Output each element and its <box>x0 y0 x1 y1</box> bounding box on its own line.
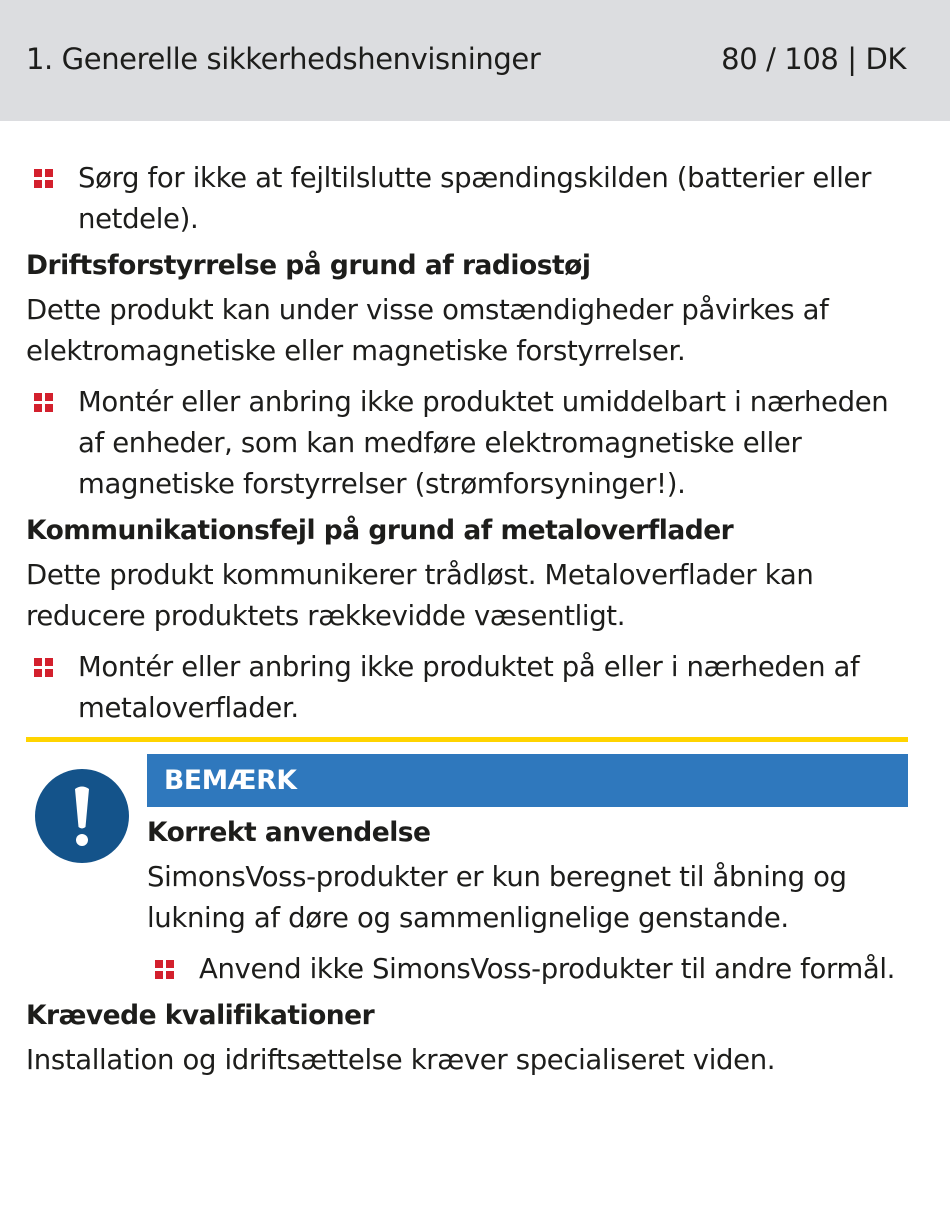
red-bullet-icon <box>34 658 53 677</box>
exclamation-circle-icon <box>35 769 129 863</box>
notice-label: BEMÆRK <box>147 754 908 807</box>
section-heading: Driftsforstyrrelse på grund af radiostøj <box>26 250 591 281</box>
bullet-item <box>147 949 908 990</box>
page-header <box>0 0 950 121</box>
section-paragraph: Dette produkt kan under visse omstændigheder påvirkes af elektromagnetiske eller magnetiske forstyrrelser. <box>26 294 829 367</box>
notice-paragraph: SimonsVoss-produkter er kun beregnet til åbning og lukning af døre og sammenlignelige genstande. <box>147 861 847 934</box>
page-indicator: 80 / 108 | DK <box>721 42 906 76</box>
document-content <box>26 158 908 1091</box>
bullet-text: Montér eller anbring ikke produktet umiddelbart i nærheden af enheder, som kan medføre elektromagnetiske eller magnetiske forstyrrelser (strømforsyninger!). <box>78 386 889 500</box>
notice-box <box>26 737 908 990</box>
red-bullet-icon <box>34 169 53 188</box>
bullet-item <box>26 647 908 729</box>
section-paragraph: Dette produkt kommunikerer trådløst. Metaloverflader kan reducere produktets rækkevidde væsentligt. <box>26 559 814 632</box>
bullet-text: Sørg for ikke at fejltilslutte spændingskilden (batterier eller netdele). <box>78 162 872 235</box>
section-paragraph: Installation og idriftsættelse kræver specialiseret viden. <box>26 1044 776 1076</box>
notice-heading: Korrekt anvendelse <box>147 817 431 848</box>
red-bullet-icon <box>155 960 174 979</box>
bullet-text: Anvend ikke SimonsVoss-produkter til andre formål. <box>199 953 896 985</box>
section-title: 1. Generelle sikkerhedshenvisninger <box>26 42 541 76</box>
red-bullet-icon <box>34 393 53 412</box>
section-heading: Kommunikationsfejl på grund af metaloverflader <box>26 515 734 546</box>
bullet-item <box>26 382 908 505</box>
bullet-text: Montér eller anbring ikke produktet på eller i nærheden af metaloverflader. <box>78 651 860 724</box>
bullet-item <box>26 158 908 240</box>
section-heading: Krævede kvalifikationer <box>26 1000 375 1031</box>
